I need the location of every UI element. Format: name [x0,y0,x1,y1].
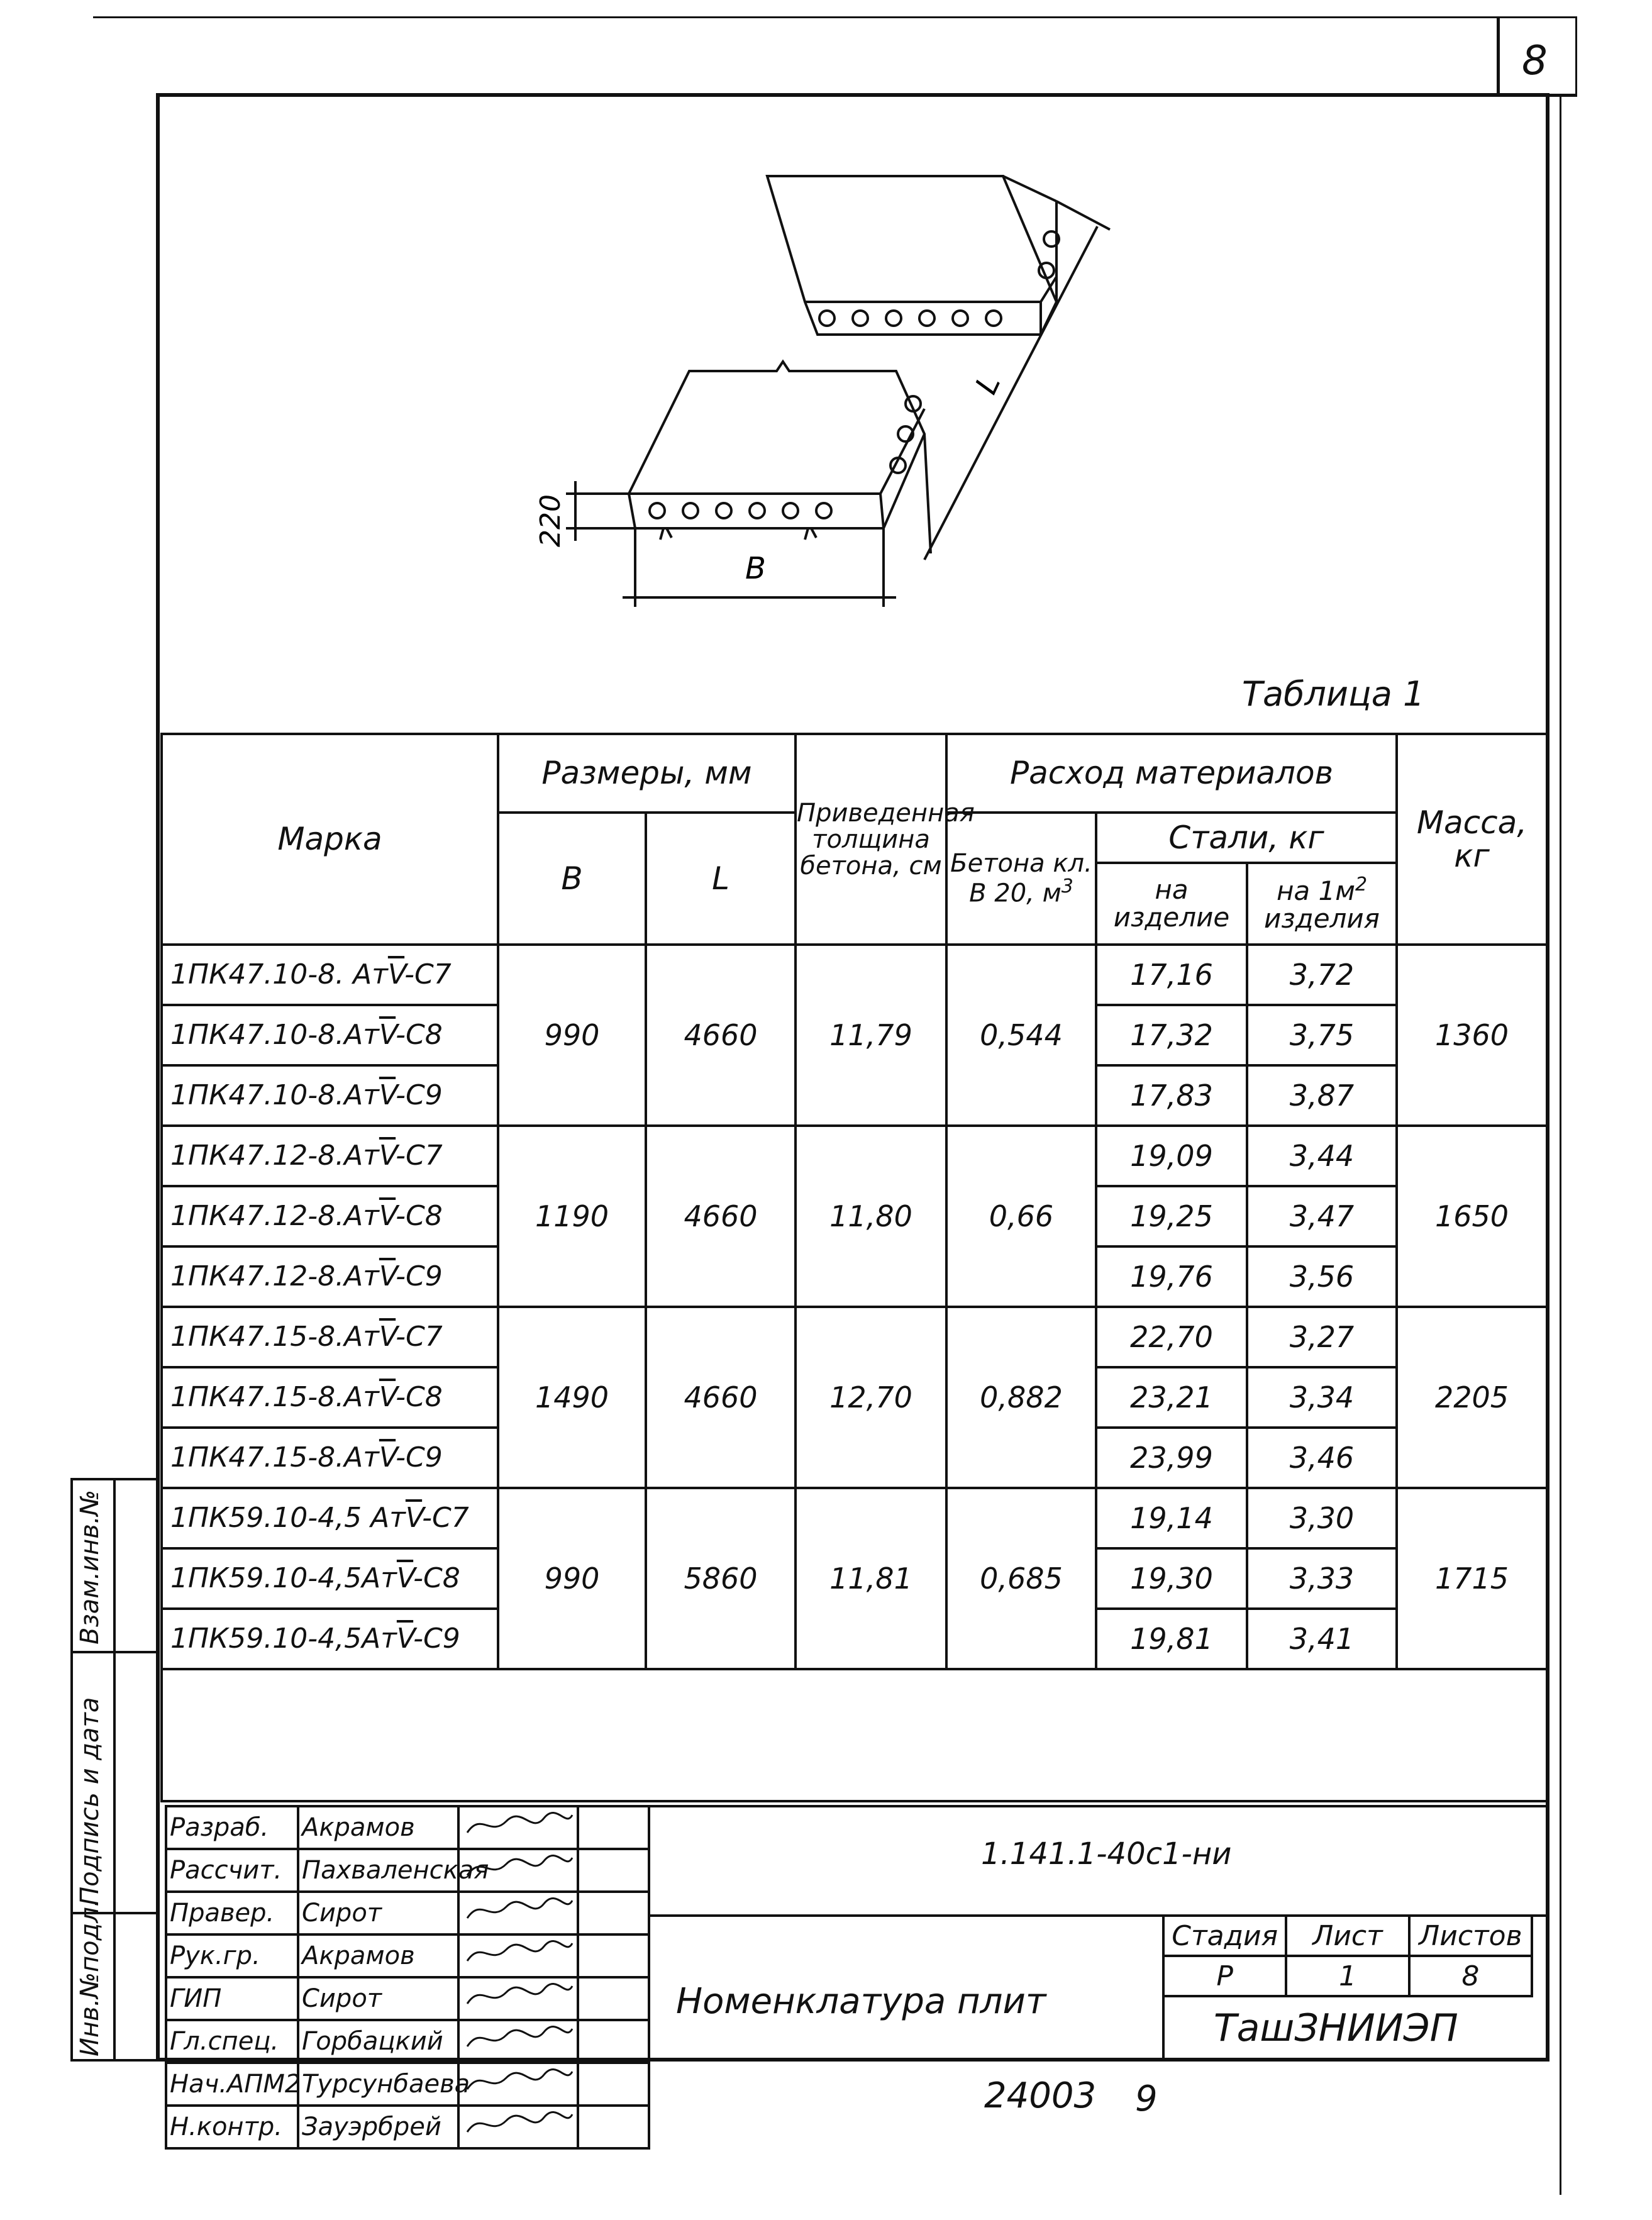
hole-circle [783,503,798,518]
marka-steel-class: $\overline{V}$ [396,1562,414,1594]
cell-steel-per-item: 19,76 [1096,1246,1247,1307]
cell-concrete: 0,66 [946,1126,1096,1307]
side-strip-divider [113,1478,116,2062]
signature-date [578,2020,649,2063]
dim-height-label: 220 [535,494,567,547]
table-caption: Таблица 1 [1242,674,1425,714]
cell-marka [162,1065,498,1126]
cell-marka [162,1488,498,1548]
marka-prefix: 1ПК47.10-8.Ат [170,1079,379,1111]
marka-steel-class: $\overline{V}$ [379,1380,396,1413]
signature-name: Сирот [298,1892,458,1934]
cell-mass: 2205 [1397,1307,1547,1488]
signature-scribble [458,1892,578,1934]
signature-scribble [458,1806,578,1849]
cell-marka [162,1126,498,1186]
marka-steel-class: $\overline{V}$ [405,1501,423,1534]
hole-circle [986,311,1001,326]
sheet-value: 1 [1286,1956,1409,1996]
cell-thickness: 11,79 [796,945,946,1126]
signature-row [166,2020,649,2063]
header-reduced-thickness: Приведенная толщина бетона, см [796,734,946,945]
bottom-number: 24003 [984,2075,1097,2116]
side-label-inv-orig: Инв.№подл. [75,1899,104,2056]
marka-steel-class: $\overline{V}$ [379,1079,396,1111]
cell-thickness: 12,70 [796,1307,946,1488]
cell-marka [162,1186,498,1246]
signature-scribble [458,1934,578,1977]
cell-steel-per-m2: 3,27 [1247,1307,1397,1367]
signature-scribble-mark [462,2065,575,2097]
marka-prefix: 1ПК47.10-8. Ат [170,958,388,991]
cell-concrete: 0,544 [946,945,1096,1126]
cell-steel-per-m2: 3,30 [1247,1488,1397,1548]
sheet-corner-number: 8 [1522,38,1548,84]
cell-steel-per-item: 19,14 [1096,1488,1247,1548]
signature-scribble-mark [462,1980,575,2011]
cell-marka [162,945,498,1005]
cell-dim-b: 1190 [498,1126,646,1307]
signature-name: Горбацкий [298,2020,458,2063]
cell-steel-per-item: 22,70 [1096,1307,1247,1367]
bottom-page-number: 9 [1135,2078,1158,2119]
cell-dim-l: 5860 [646,1488,796,1669]
table-row [162,1307,1547,1367]
signature-date [578,2106,649,2148]
side-label-sign-date: Подпись и дата [75,1697,104,1906]
marka-steel-class: $\overline{V}$ [379,1441,396,1474]
marka-steel-class: $\overline{V}$ [379,1320,396,1353]
title-block-divider [648,1805,650,2062]
document-title: Номенклатура плит [676,1981,1046,2022]
header-dim-b: B [498,813,646,945]
cell-dim-l: 4660 [646,945,796,1126]
marka-prefix: 1ПК47.10-8.Ат [170,1018,379,1051]
marka-prefix: 1ПК59.10-4,5Ат [170,1622,397,1655]
hole-circle [919,311,934,326]
stage-table [1162,1914,1533,1997]
cell-steel-per-m2: 3,47 [1247,1186,1397,1246]
top-edge-line [93,16,1577,18]
hole-circle [750,503,765,518]
signature-scribble [458,1849,578,1892]
signature-role: Разраб. [166,1806,298,1849]
signature-row [166,2063,649,2106]
signature-row [166,1934,649,1977]
cell-dim-l: 4660 [646,1307,796,1488]
cell-mass: 1715 [1397,1488,1547,1669]
marka-suffix: -С8 [396,1018,443,1051]
cell-steel-per-item: 19,25 [1096,1186,1247,1246]
marka-suffix: -С7 [422,1501,469,1534]
header-steel-per-m2 [1247,863,1397,945]
cell-marka [162,1609,498,1669]
marka-suffix: -С9 [396,1441,443,1474]
signature-role: Нач.АПМ2 [166,2063,298,2106]
signature-scribble [458,1977,578,2020]
cell-marka [162,1307,498,1367]
signature-date [578,1892,649,1934]
cell-thickness: 11,80 [796,1126,946,1307]
header-steel-per-m2-sup: 2 [1355,873,1368,896]
header-dimensions: Размеры, мм [498,734,796,813]
signature-role: Гл.спец. [166,2020,298,2063]
header-steel: Стали, кг [1096,813,1397,863]
table-body [162,945,1547,1669]
marka-steel-class: $\overline{V}$ [387,958,405,991]
cell-marka [162,1428,498,1488]
marka-prefix: 1ПК47.12-8.Ат [170,1260,379,1292]
dim-length-label: L [968,369,1008,400]
cell-steel-per-m2: 3,87 [1247,1065,1397,1126]
signature-row [166,2106,649,2148]
cell-marka [162,1367,498,1428]
marka-prefix: 1ПК59.10-4,5Ат [170,1562,397,1594]
cell-concrete: 0,685 [946,1488,1096,1669]
cell-steel-per-item: 17,32 [1096,1005,1247,1065]
cell-dim-b: 990 [498,1488,646,1669]
header-steel-per-m2-text: на 1м [1276,875,1355,906]
cell-dim-b: 1490 [498,1307,646,1488]
signature-scribble-mark [462,1937,575,1968]
cell-steel-per-m2: 3,72 [1247,945,1397,1005]
signature-scribble-mark [462,1894,575,1926]
title-block-top-line [165,1805,1549,1807]
header-concrete-sup: 3 [1061,875,1073,898]
signature-rows [166,1806,649,2148]
marka-steel-class: $\overline{V}$ [396,1622,414,1655]
hole-circle [716,503,731,518]
cell-steel-per-item: 17,16 [1096,945,1247,1005]
dim-width-label: B [745,551,766,586]
cell-steel-per-item: 19,09 [1096,1126,1247,1186]
marka-steel-class: $\overline{V}$ [379,1139,396,1172]
header-material-use: Расход материалов [946,734,1397,813]
signature-name: Акрамов [298,1934,458,1977]
cell-steel-per-m2: 3,56 [1247,1246,1397,1307]
header-steel-per-item: на изделие [1096,863,1247,945]
signature-name: Сирот [298,1977,458,2020]
hole-circle [816,503,831,518]
signature-scribble [458,2020,578,2063]
marka-suffix: -С9 [413,1622,460,1655]
cell-steel-per-item: 23,21 [1096,1367,1247,1428]
signature-scribble-mark [462,1851,575,1883]
signature-name: Пахваленская [298,1849,458,1892]
signature-scribble [458,2106,578,2148]
signature-role: ГИП [166,1977,298,2020]
cell-steel-per-m2: 3,33 [1247,1548,1397,1609]
signature-date [578,1977,649,2020]
marka-prefix: 1ПК47.12-8.Ат [170,1199,379,1232]
marka-suffix: -С9 [396,1260,443,1292]
cell-steel-per-item: 19,81 [1096,1609,1247,1669]
cell-steel-per-item: 19,30 [1096,1548,1247,1609]
marka-suffix: -С7 [396,1320,443,1353]
signature-name: Акрамов [298,1806,458,1849]
signature-row [166,1977,649,2020]
signature-name: Турсунбаева [298,2063,458,2106]
cell-steel-per-item: 17,83 [1096,1065,1247,1126]
cell-concrete: 0,882 [946,1307,1096,1488]
cell-dim-l: 4660 [646,1126,796,1307]
nomenclature-table [160,733,1548,1802]
header-mass: Масса, кг [1397,734,1547,945]
signature-scribble [458,2063,578,2106]
marka-suffix: -С7 [396,1139,443,1172]
marka-prefix: 1ПК47.15-8.Ат [170,1320,379,1353]
stage-label: Стадия [1163,1916,1286,1956]
marka-steel-class: $\overline{V}$ [379,1199,396,1232]
table-row [162,1488,1547,1548]
signature-table [165,1805,650,2150]
marka-suffix: -С7 [404,958,452,991]
marka-suffix: -С8 [396,1380,443,1413]
marka-prefix: 1ПК47.12-8.Ат [170,1139,379,1172]
stage-value: Р [1163,1956,1286,1996]
table-row [162,1126,1547,1186]
signature-role: Рук.гр. [166,1934,298,1977]
signature-row [166,1892,649,1934]
upper-slab-outline [767,176,1056,335]
header-dim-l: L [646,813,796,945]
signature-scribble-mark [462,2108,575,2140]
cell-mass: 1360 [1397,945,1547,1126]
header-concrete [946,813,1096,945]
signature-scribble-mark [462,1809,575,1840]
signature-role: Правер. [166,1892,298,1934]
marka-prefix: 1ПК47.15-8.Ат [170,1380,379,1413]
cell-steel-per-m2: 3,41 [1247,1609,1397,1669]
signature-date [578,2063,649,2106]
cell-marka [162,1005,498,1065]
organization-name: ТашЗНИИЭП [1214,2006,1458,2050]
signature-role: Н.контр. [166,2106,298,2148]
side-label-replaces-inv: Взам.инв.№ [75,1489,104,1645]
cell-steel-per-m2: 3,75 [1247,1005,1397,1065]
sheet-label: Лист [1286,1916,1409,1956]
signature-date [578,1934,649,1977]
cell-dim-b: 990 [498,945,646,1126]
signature-scribble-mark [462,2023,575,2054]
table-row [162,945,1547,1005]
hole-circle [683,503,698,518]
side-strip-line [70,1651,158,1653]
header-steel-per-m2-tail: изделия [1264,903,1380,934]
marka-prefix: 1ПК47.15-8.Ат [170,1441,379,1474]
cell-thickness: 11,81 [796,1488,946,1669]
marka-steel-class: $\overline{V}$ [379,1018,396,1051]
signature-row [166,1806,649,1849]
signature-date [578,1806,649,1849]
header-concrete-text: Бетона кл. В 20, м [950,849,1092,908]
table-empty-row [162,1669,1547,1801]
signature-row [166,1849,649,1892]
hole-circle [819,311,834,326]
signature-date [578,1849,649,1892]
signature-role: Рассчит. [166,1849,298,1892]
hole-circle [953,311,968,326]
cell-marka [162,1246,498,1307]
document-code: 1.141.1-40с1-ни [981,1836,1232,1872]
marka-suffix: -С8 [396,1199,443,1232]
marka-steel-class: $\overline{V}$ [379,1260,396,1292]
cell-steel-per-m2: 3,44 [1247,1126,1397,1186]
marka-suffix: -С8 [413,1562,460,1594]
cell-mass: 1650 [1397,1126,1547,1307]
cell-marka [162,1548,498,1609]
hole-circle [886,311,901,326]
cell-steel-per-item: 23,99 [1096,1428,1247,1488]
hole-circle [853,311,868,326]
sheets-label: Листов [1409,1916,1532,1956]
cell-steel-per-m2: 3,46 [1247,1428,1397,1488]
hole-circle [650,503,665,518]
marka-suffix: -С9 [396,1079,443,1111]
header-marka: Марка [162,734,498,945]
signature-name: Зауэрбрей [298,2106,458,2148]
right-edge-line [1560,94,1561,2195]
slab-isometric-drawing [491,157,1119,623]
marka-prefix: 1ПК59.10-4,5 Ат [170,1501,406,1534]
cell-steel-per-m2: 3,34 [1247,1367,1397,1428]
sheets-value: 8 [1409,1956,1532,1996]
